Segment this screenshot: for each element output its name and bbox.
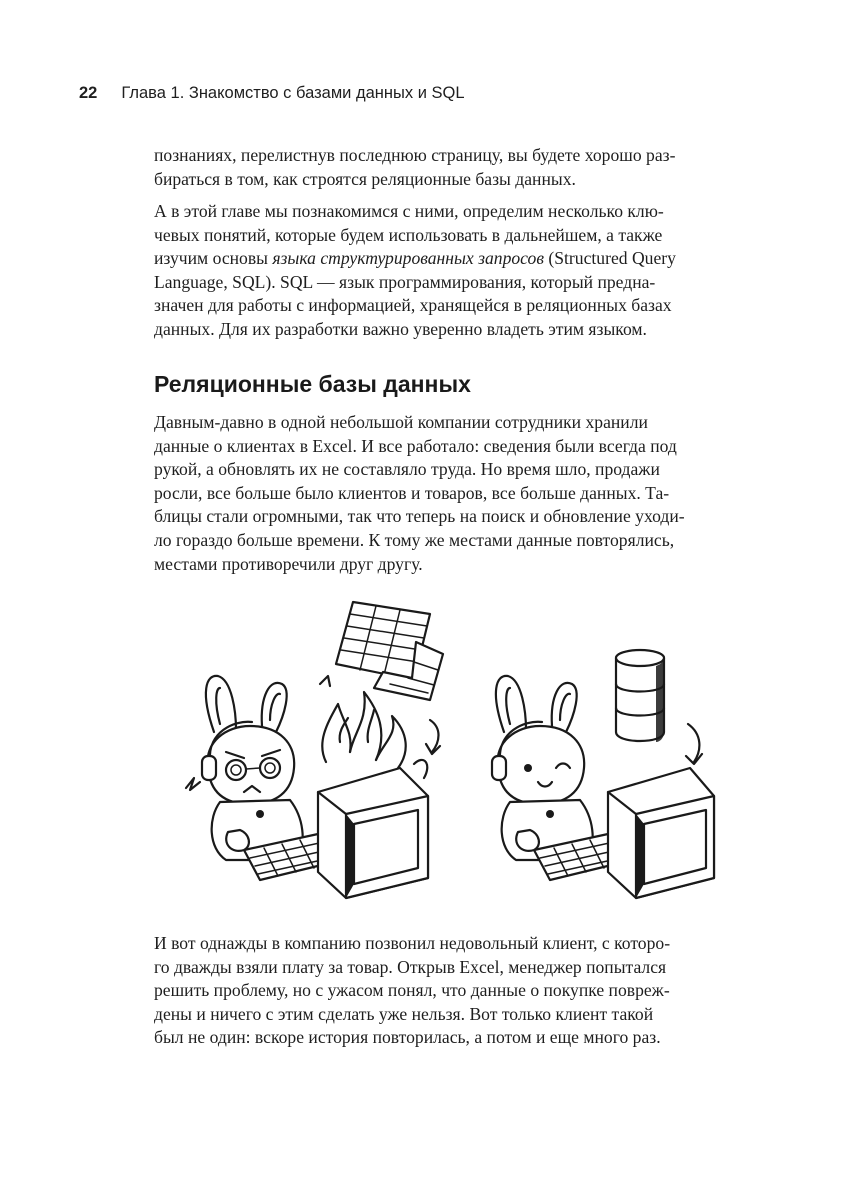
paragraph-text: А в этой главе мы познакомимся с ними, определим несколько клю- чевых понятий, которые будем использовать в дальнейшем, а также изучим основы языка структурированных запросов (Structured Query Language, SQL). SQL — язык программирования, который предна- значен для работы с информацией, хранящейся в реляционных базах данных. Для их разработки важно уверенно владеть этим языком. [154, 201, 676, 339]
paragraph-text: познаниях, перелистнув последнюю страницу, вы будете хорошо раз- бираться в том, как строятся реляционные базы данных. [154, 145, 676, 189]
intro-paragraph-2 [154, 200, 746, 342]
arrow-icon [430, 720, 439, 752]
page-number: 22 [79, 84, 98, 102]
sql-term: языка структурированных запросов [272, 248, 544, 269]
database-icon [616, 650, 664, 742]
computer-monitor-icon [608, 768, 714, 898]
section-heading: Реляционные базы данных [154, 371, 471, 397]
paragraph-text: Давным-давно в одной небольшой компании сотрудники хранили данные о клиентах в Excel. И все работало: сведения были всегда под рукой, а обновлять их не составляло труда. Но время шло, продажи росли, все больше было клиентов и товаров, все больше данных. Та- блицы стали огромными, так что теперь на поиск и обновление уходи- ло гораздо больше времени. К тому же местами данные повторялись, местами противоречили друг другу. [154, 412, 685, 574]
bunnies-illustration [178, 592, 718, 912]
happy-bunny-scene [492, 650, 714, 898]
running-head [79, 84, 465, 108]
paragraph-text: И вот однажды в компанию позвонил недовольный клиент, с которо- го дважды взяли плату за товар. Открыв Excel, менеджер попытался решить проблему, но с ужасом понял, что данные о покупке повреж- дены и ничего с этим сделать уже нельзя. Вот только клиент такой был не один: вскоре история повторилась, а потом и еще много раз. [154, 933, 671, 1048]
fire-icon [322, 692, 427, 778]
stressed-bunny-scene [186, 602, 443, 898]
intro-paragraph-1 [154, 144, 746, 191]
section-paragraph-1 [154, 411, 746, 576]
arrow-icon [688, 724, 699, 762]
chapter-title: Глава 1. Знакомство с базами данных и SQL [121, 84, 465, 102]
section-paragraph-2 [154, 932, 746, 1050]
computer-monitor-icon [318, 768, 428, 898]
